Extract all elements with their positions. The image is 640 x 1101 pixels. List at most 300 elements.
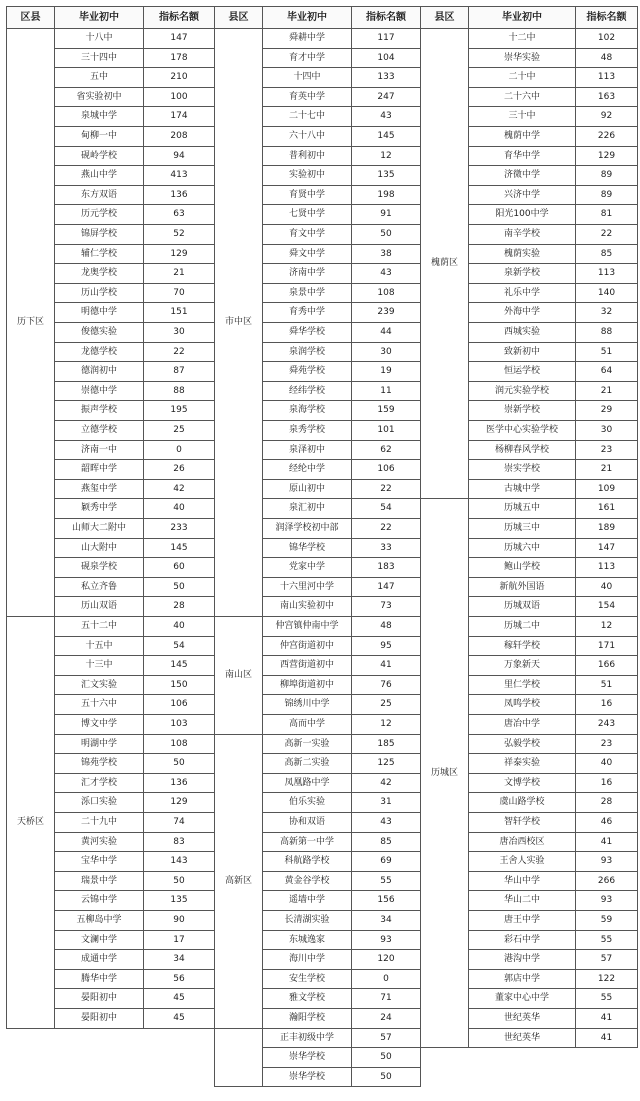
quota-cell: 34 [351,910,421,931]
quota-cell: 109 [575,479,638,499]
quota-cell: 63 [143,204,215,225]
school-name-cell: 遥墙中学 [262,890,352,911]
quota-cell: 108 [143,734,215,754]
school-name-cell: 凤凰路中学 [262,773,352,793]
school-name-cell: 十二中 [468,28,576,49]
quota-cell: 56 [143,969,215,989]
school-name-cell: 五十二中 [54,616,144,637]
school-name-cell: 槐荫中学 [468,126,576,147]
quota-cell: 171 [575,636,638,656]
school-name-cell: 泉泽初中 [262,440,352,460]
quota-cell: 85 [575,244,638,264]
school-name-cell: 舜耕中学 [262,28,352,49]
school-name-cell: 三十中 [468,106,576,127]
school-name-cell: 泉新学校 [468,263,576,284]
quota-cell: 89 [575,185,638,205]
header-district-1: 区县 [6,6,55,29]
school-name-cell: 万象新天 [468,655,576,676]
quota-cell: 23 [575,734,638,754]
header-quota-1: 指标名额 [143,6,215,29]
school-name-cell: 崇实学校 [468,459,576,480]
school-name-cell: 五柳岛中学 [54,910,144,931]
school-name-cell: 恒运学校 [468,361,576,382]
quota-cell: 178 [143,48,215,68]
quota-cell: 48 [351,616,421,637]
school-name-cell: 经纬学校 [262,381,352,401]
quota-cell: 243 [575,714,638,735]
quota-cell: 125 [351,753,421,774]
header-district-2: 县区 [214,6,263,29]
school-name-cell: 二十九中 [54,812,144,833]
quota-cell: 12 [351,146,421,166]
quota-cell: 145 [351,126,421,147]
school-name-cell: 柳埠街道初中 [262,675,352,695]
quota-cell: 42 [351,773,421,793]
header-quota-3: 指标名额 [575,6,638,29]
school-name-cell: 历城双语 [468,596,576,617]
quota-cell: 30 [575,420,638,441]
quota-cell: 103 [143,714,215,735]
district-cell [214,1028,263,1087]
school-name-cell: 锦华学校 [262,538,352,558]
quota-cell: 147 [351,577,421,597]
school-name-cell: 舜华学校 [262,322,352,343]
quota-cell: 32 [575,302,638,323]
school-name-cell: 汇文实验 [54,675,144,695]
school-name-cell: 科航路学校 [262,851,352,872]
quota-cell: 0 [351,969,421,989]
quota-cell: 161 [575,498,638,519]
school-name-cell: 港沟中学 [468,949,576,970]
quota-cell: 54 [351,498,421,519]
quota-cell: 23 [575,440,638,460]
quota-cell: 41 [575,1008,638,1029]
school-name-cell: 二十七中 [262,106,352,127]
quota-cell: 28 [575,792,638,813]
school-name-cell: 育秀中学 [262,302,352,323]
school-name-cell: 育华中学 [468,146,576,166]
quota-cell: 93 [351,930,421,950]
quota-cell: 50 [143,871,215,891]
quota-cell: 41 [575,832,638,852]
quota-cell: 135 [143,890,215,911]
quota-cell: 413 [143,165,215,186]
quota-cell: 59 [575,910,638,931]
school-name-cell: 润泽学校初中部 [262,518,352,539]
quota-cell: 88 [143,381,215,401]
school-name-cell: 崇新学校 [468,400,576,421]
school-name-cell: 锦苑学校 [54,753,144,774]
school-name-cell: 鲍山学校 [468,557,576,578]
quota-cell: 45 [143,1008,215,1029]
quota-cell: 12 [351,714,421,735]
quota-cell: 136 [143,773,215,793]
quota-cell: 91 [351,204,421,225]
quota-cell: 133 [351,67,421,88]
quota-cell: 104 [351,48,421,68]
school-name-cell: 新航外国语 [468,577,576,597]
header-school-2: 毕业初中 [262,6,352,29]
quota-cell: 156 [351,890,421,911]
school-name-cell: 兴济中学 [468,185,576,205]
quota-cell: 34 [143,949,215,970]
district-cell: 历城区 [420,498,469,1048]
district-cell: 天桥区 [6,616,55,1029]
school-name-cell: 济微中学 [468,165,576,186]
quota-cell: 55 [575,988,638,1009]
school-name-cell: 泺口实验 [54,792,144,813]
school-name-cell: 育英中学 [262,87,352,107]
quota-cell: 42 [143,479,215,499]
quota-cell: 239 [351,302,421,323]
quota-cell: 159 [351,400,421,421]
school-name-cell: 西营街道初中 [262,655,352,676]
school-name-cell: 山大附中 [54,538,144,558]
school-name-cell: 韶晖中学 [54,459,144,480]
school-name-cell: 文博学校 [468,773,576,793]
quota-cell: 22 [575,224,638,245]
school-name-cell: 五中 [54,67,144,88]
quota-cell: 55 [351,871,421,891]
school-name-cell: 瑞景中学 [54,871,144,891]
school-name-cell: 甸柳一中 [54,126,144,147]
quota-cell: 90 [143,910,215,931]
school-name-cell: 经纶中学 [262,459,352,480]
header-district-3: 县区 [420,6,469,29]
quota-cell: 51 [575,675,638,695]
school-name-cell: 历山学校 [54,283,144,303]
school-name-cell: 砚泉学校 [54,557,144,578]
school-name-cell: 崇华学校 [262,1047,352,1068]
district-cell: 槐荫区 [420,28,469,499]
quota-cell: 40 [143,498,215,519]
quota-cell: 135 [351,165,421,186]
quota-cell: 62 [351,440,421,460]
quota-cell: 40 [575,577,638,597]
school-name-cell: 董家中心中学 [468,988,576,1009]
school-name-cell: 黄金谷学校 [262,871,352,891]
school-name-cell: 实验初中 [262,165,352,186]
quota-cell: 74 [143,812,215,833]
school-name-cell: 济南一中 [54,440,144,460]
quota-cell: 136 [143,185,215,205]
school-name-cell: 长清湖实验 [262,910,352,931]
quota-cell: 40 [143,616,215,637]
school-name-cell: 礼乐中学 [468,283,576,303]
school-name-cell: 仲宫街道初中 [262,636,352,656]
school-name-cell: 稼轩学校 [468,636,576,656]
school-name-cell: 杨柳春风学校 [468,440,576,460]
quota-cell: 106 [351,459,421,480]
school-name-cell: 文澜中学 [54,930,144,950]
school-name-cell: 振声学校 [54,400,144,421]
quota-cell: 185 [351,734,421,754]
school-name-cell: 正丰初级中学 [262,1028,352,1048]
quota-cell: 129 [143,792,215,813]
school-name-cell: 历城二中 [468,616,576,637]
quota-cell: 233 [143,518,215,539]
school-name-cell: 黄河实验 [54,832,144,852]
school-name-cell: 凤鸣学校 [468,694,576,715]
quota-cell: 48 [575,48,638,68]
quota-cell: 174 [143,106,215,127]
quota-cell: 189 [575,518,638,539]
header-quota-2: 指标名额 [351,6,421,29]
quota-cell: 226 [575,126,638,147]
school-name-cell: 华山二中 [468,890,576,911]
quota-cell: 43 [351,106,421,127]
quota-cell: 143 [143,851,215,872]
quota-cell: 117 [351,28,421,49]
school-name-cell: 舜苑学校 [262,361,352,382]
quota-cell: 29 [575,400,638,421]
school-name-cell: 育贤中学 [262,185,352,205]
school-name-cell: 历城五中 [468,498,576,519]
district-cell: 市中区 [214,28,263,617]
school-name-cell: 祥泰实验 [468,753,576,774]
school-name-cell: 明德中学 [54,302,144,323]
school-name-cell: 历城三中 [468,518,576,539]
school-name-cell: 龙奥学校 [54,263,144,284]
school-name-cell: 七贤中学 [262,204,352,225]
quota-cell: 25 [351,694,421,715]
quota-cell: 113 [575,263,638,284]
school-name-cell: 腾华中学 [54,969,144,989]
quota-cell: 57 [351,1028,421,1048]
quota-cell: 210 [143,67,215,88]
quota-cell: 113 [575,557,638,578]
school-name-cell: 燕山中学 [54,165,144,186]
school-name-cell: 槐荫实验 [468,244,576,264]
quota-cell: 88 [575,322,638,343]
school-name-cell: 汇才学校 [54,773,144,793]
quota-cell: 57 [575,949,638,970]
quota-cell: 83 [143,832,215,852]
school-name-cell: 外海中学 [468,302,576,323]
quota-cell: 21 [575,459,638,480]
quota-cell: 25 [143,420,215,441]
school-name-cell: 泉润学校 [262,342,352,362]
school-name-cell: 南山实验初中 [262,596,352,617]
school-name-cell: 瀚阳学校 [262,1008,352,1029]
quota-cell: 166 [575,655,638,676]
school-name-cell: 德润初中 [54,361,144,382]
school-name-cell: 高而中学 [262,714,352,735]
quota-cell: 16 [575,773,638,793]
school-name-cell: 协和双语 [262,812,352,833]
school-name-cell: 世纪英华 [468,1008,576,1029]
school-name-cell: 明湖中学 [54,734,144,754]
school-name-cell: 历城六中 [468,538,576,558]
quota-cell: 38 [351,244,421,264]
school-name-cell: 雅文学校 [262,988,352,1009]
quota-cell: 101 [351,420,421,441]
school-name-cell: 十五中 [54,636,144,656]
school-name-cell: 致新初中 [468,342,576,362]
quota-cell: 21 [143,263,215,284]
quota-cell: 122 [575,969,638,989]
school-name-cell: 山师大二附中 [54,518,144,539]
quota-cell: 12 [575,616,638,637]
school-name-cell: 东城逸家 [262,930,352,950]
quota-cell: 147 [143,28,215,49]
quota-cell: 247 [351,87,421,107]
header-school-1: 毕业初中 [54,6,144,29]
school-name-cell: 五十六中 [54,694,144,715]
quota-cell: 50 [143,753,215,774]
school-name-cell: 历元学校 [54,204,144,225]
quota-cell: 69 [351,851,421,872]
school-name-cell: 虞山路学校 [468,792,576,813]
quota-cell: 113 [575,67,638,88]
quota-cell: 163 [575,87,638,107]
school-name-cell: 润元实验学校 [468,381,576,401]
quota-cell: 147 [575,538,638,558]
quota-cell: 140 [575,283,638,303]
quota-cell: 150 [143,675,215,695]
quota-cell: 41 [351,655,421,676]
school-name-cell: 颖秀中学 [54,498,144,519]
quota-cell: 43 [351,263,421,284]
school-name-cell: 东方双语 [54,185,144,205]
school-name-cell: 六十八中 [262,126,352,147]
quota-cell: 16 [575,694,638,715]
school-name-cell: 舜文中学 [262,244,352,264]
quota-cell: 0 [143,440,215,460]
quota-cell: 183 [351,557,421,578]
quota-cell: 55 [575,930,638,950]
school-name-cell: 华山中学 [468,871,576,891]
quota-cell: 120 [351,949,421,970]
school-name-cell: 私立齐鲁 [54,577,144,597]
school-name-cell: 俊德实验 [54,322,144,343]
quota-cell: 46 [575,812,638,833]
school-name-cell: 彩石中学 [468,930,576,950]
district-cell: 历下区 [6,28,55,617]
quota-cell: 145 [143,655,215,676]
school-name-cell: 历山双语 [54,596,144,617]
school-name-cell: 唐冶中学 [468,714,576,735]
school-name-cell: 崇德中学 [54,381,144,401]
school-name-cell: 高新一实验 [262,734,352,754]
school-name-cell: 里仁学校 [468,675,576,695]
school-name-cell: 博文中学 [54,714,144,735]
quota-cell: 30 [143,322,215,343]
school-name-cell: 崇华学校 [262,1067,352,1087]
quota-cell: 31 [351,792,421,813]
school-name-cell: 三十四中 [54,48,144,68]
quota-cell: 22 [143,342,215,362]
quota-cell: 154 [575,596,638,617]
quota-cell: 73 [351,596,421,617]
school-name-cell: 泉景中学 [262,283,352,303]
quota-cell: 26 [143,459,215,480]
school-name-cell: 西城实验 [468,322,576,343]
quota-cell: 40 [575,753,638,774]
school-name-cell: 龙德学校 [54,342,144,362]
school-name-cell: 世纪英华 [468,1028,576,1048]
school-name-cell: 辅仁学校 [54,244,144,264]
school-name-cell: 高新二实验 [262,753,352,774]
school-name-cell: 晏阳初中 [54,1008,144,1029]
school-name-cell: 阳光100中学 [468,204,576,225]
school-name-cell: 南辛学校 [468,224,576,245]
quota-cell: 94 [143,146,215,166]
quota-cell: 11 [351,381,421,401]
school-name-cell: 弘毅学校 [468,734,576,754]
quota-cell: 28 [143,596,215,617]
quota-cell: 129 [143,244,215,264]
quota-cell: 45 [143,988,215,1009]
school-name-cell: 普利初中 [262,146,352,166]
school-name-cell: 泉秀学校 [262,420,352,441]
quota-cell: 76 [351,675,421,695]
quota-cell: 41 [575,1028,638,1048]
district-cell: 高新区 [214,734,263,1029]
quota-cell: 60 [143,557,215,578]
school-name-cell: 立德学校 [54,420,144,441]
quota-cell: 24 [351,1008,421,1029]
quota-cell: 19 [351,361,421,382]
quota-cell: 44 [351,322,421,343]
quota-cell: 198 [351,185,421,205]
quota-cell: 266 [575,871,638,891]
school-name-cell: 智轩学校 [468,812,576,833]
quota-cell: 70 [143,283,215,303]
quota-cell: 21 [575,381,638,401]
school-name-cell: 仲宫镇仲南中学 [262,616,352,637]
school-name-cell: 砚岭学校 [54,146,144,166]
quota-cell: 93 [575,851,638,872]
quota-cell: 87 [143,361,215,382]
school-name-cell: 古城中学 [468,479,576,499]
header-school-3: 毕业初中 [468,6,576,29]
school-name-cell: 泉城中学 [54,106,144,127]
quota-cell: 50 [351,1067,421,1087]
school-name-cell: 伯乐实验 [262,792,352,813]
district-cell: 南山区 [214,616,263,735]
quota-cell: 33 [351,538,421,558]
quota-cell: 71 [351,988,421,1009]
school-name-cell: 十八中 [54,28,144,49]
school-name-cell: 锦屏学校 [54,224,144,245]
school-name-cell: 泉汇初中 [262,498,352,519]
school-name-cell: 郭店中学 [468,969,576,989]
quota-cell: 208 [143,126,215,147]
quota-cell: 151 [143,302,215,323]
school-name-cell: 二十六中 [468,87,576,107]
quota-cell: 85 [351,832,421,852]
quota-cell: 106 [143,694,215,715]
quota-cell: 52 [143,224,215,245]
quota-cell: 43 [351,812,421,833]
quota-cell: 22 [351,518,421,539]
school-name-cell: 十三中 [54,655,144,676]
quota-cell: 22 [351,479,421,499]
quota-cell: 100 [143,87,215,107]
quota-cell: 89 [575,165,638,186]
school-name-cell: 育文中学 [262,224,352,245]
school-name-cell: 宝华中学 [54,851,144,872]
school-name-cell: 唐王中学 [468,910,576,931]
quota-cell: 195 [143,400,215,421]
school-name-cell: 锦绣川中学 [262,694,352,715]
school-name-cell: 王舍人实验 [468,851,576,872]
school-name-cell: 成通中学 [54,949,144,970]
school-name-cell: 燕玺中学 [54,479,144,499]
school-name-cell: 高新第一中学 [262,832,352,852]
quota-cell: 102 [575,28,638,49]
